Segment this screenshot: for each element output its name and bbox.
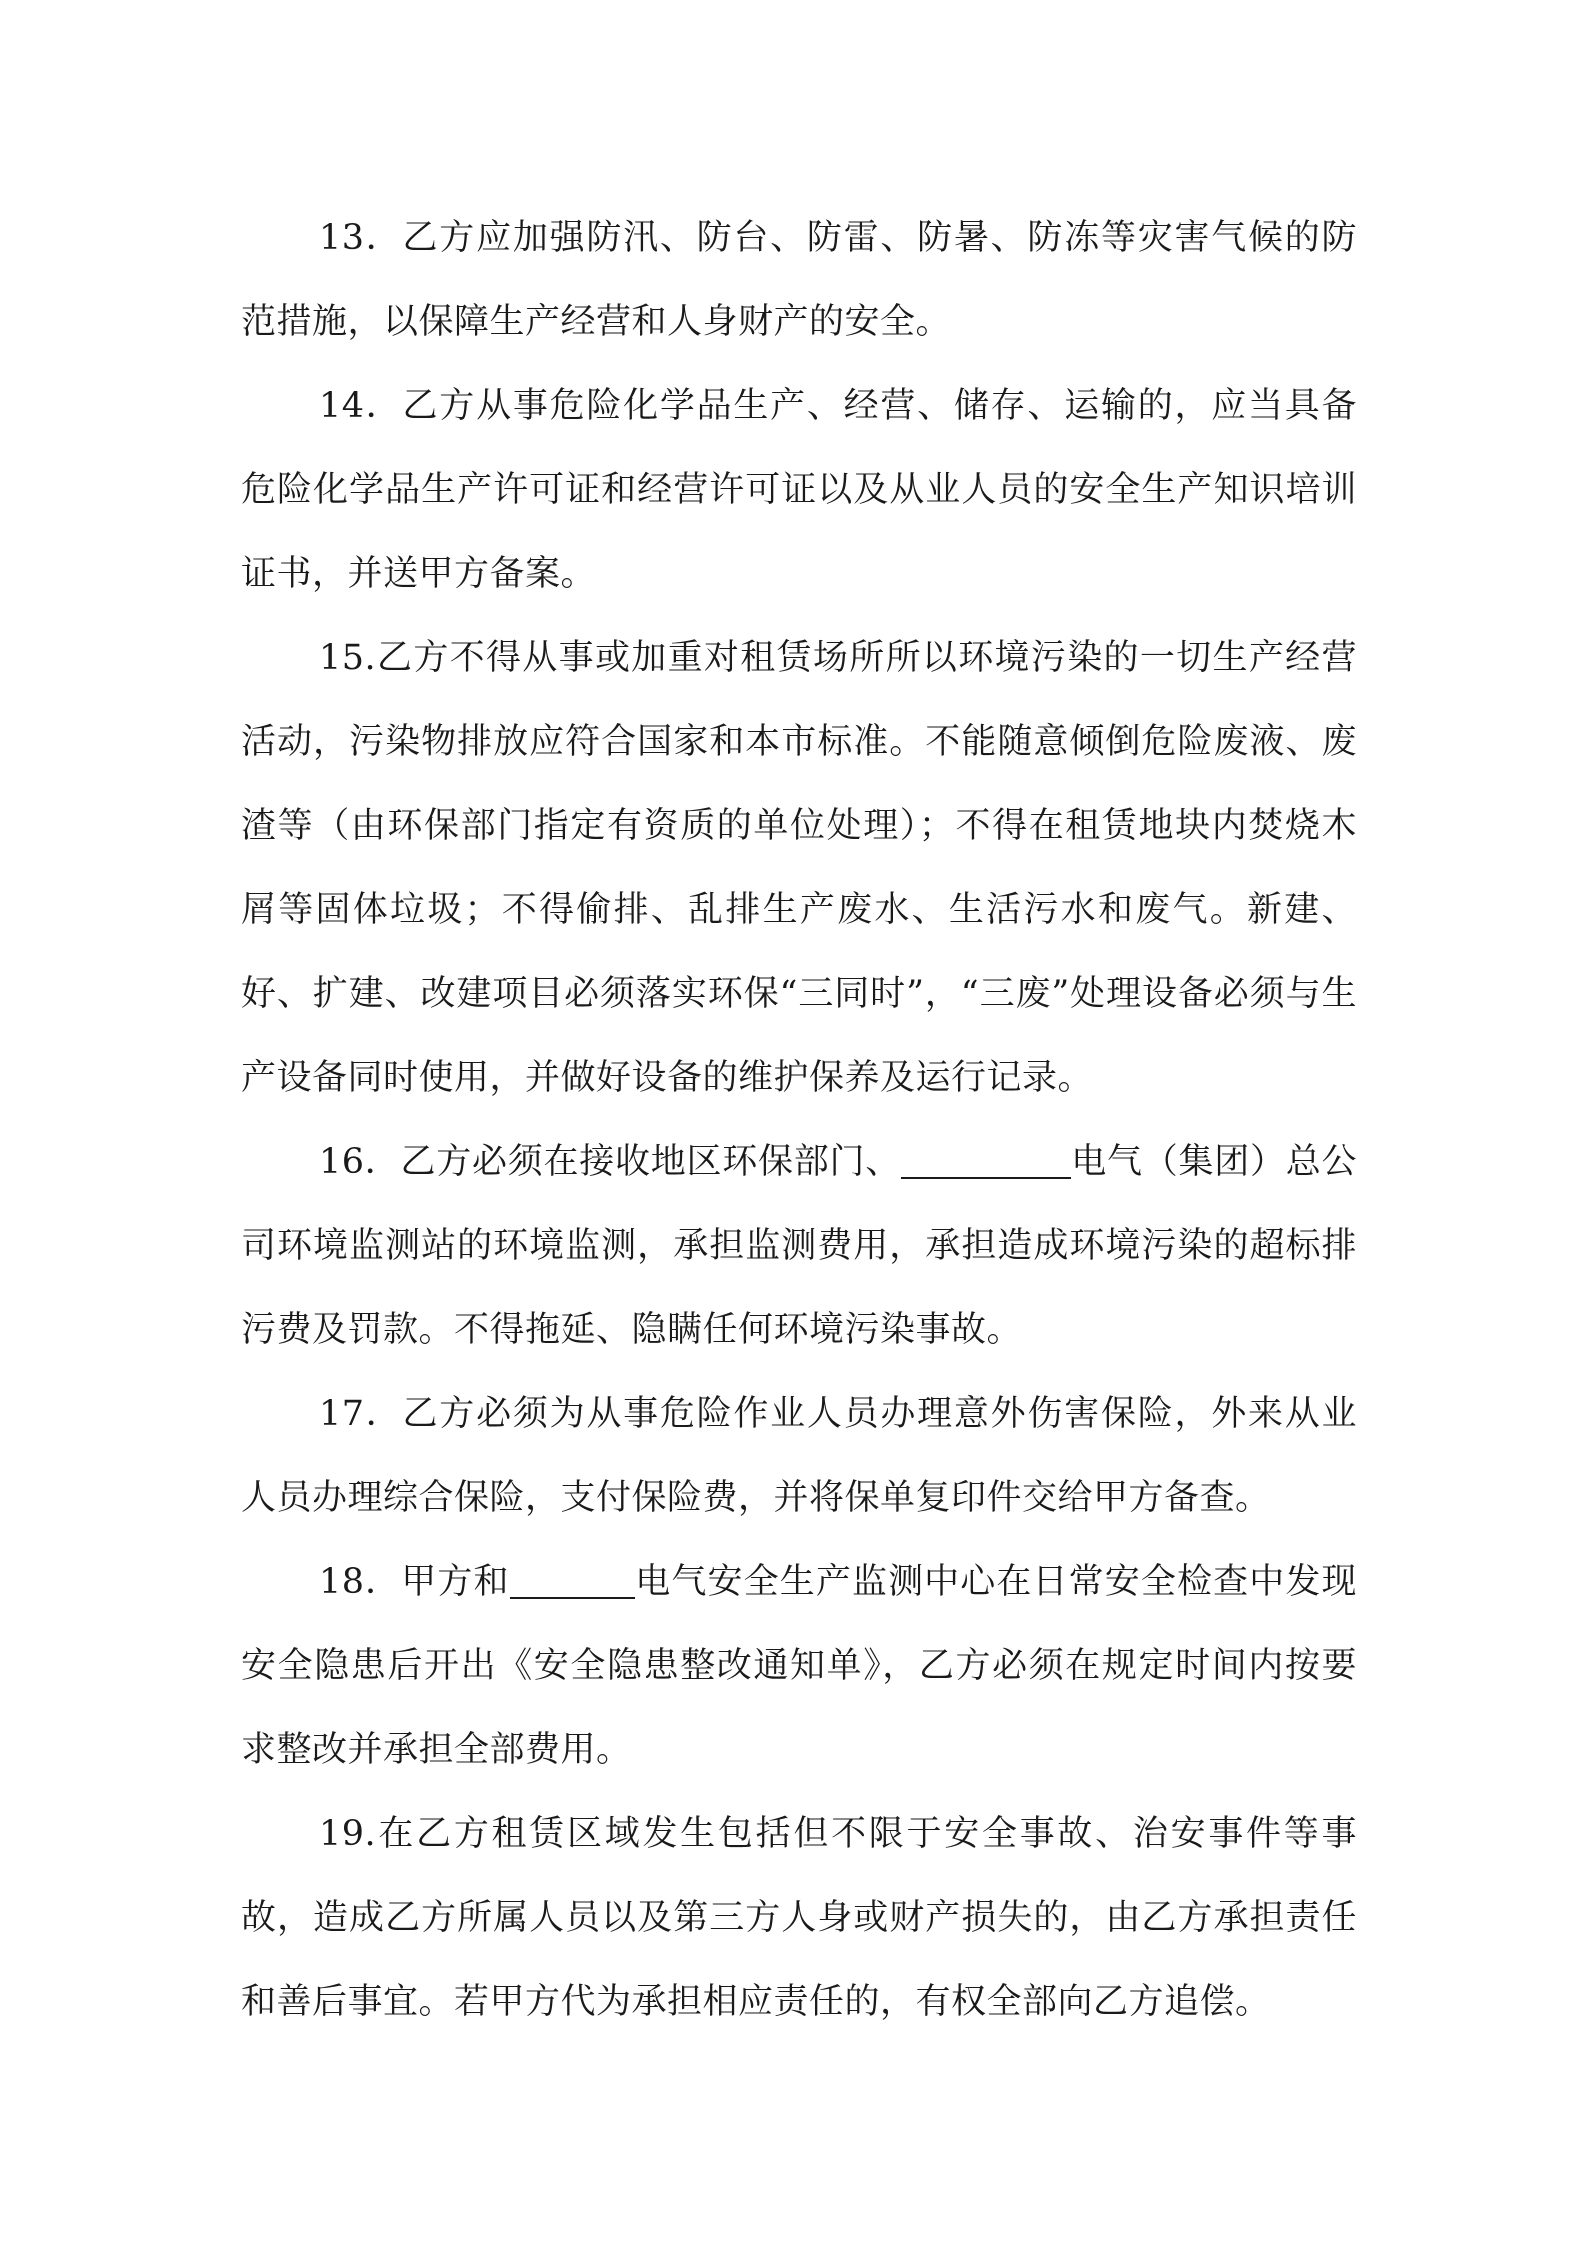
blank-line <box>510 1561 635 1599</box>
clause-16 <box>241 1120 1357 1372</box>
clause-19: 19.在乙方租赁区域发生包括但不限于安全事故、治安事件等事故，造成乙方所属人员以及第三方人身或财产损失的，由乙方承担责任和善后事宜。若甲方代为承担相应责任的，有权全部向乙方追偿。 <box>241 1814 1357 2022</box>
clause-17: 17．乙方必须为从事危险作业人员办理意外伤害保险，外来从业人员办理综合保险，支付保险费，并将保单复印件交给甲方备查。 <box>241 1394 1357 1518</box>
clause-18 <box>241 1540 1357 1792</box>
clause-18-text-after: 电气安全生产监测中心在日常安全检查中发现安全隐患后开出《安全隐患整改通知单》，乙方必须在规定时间内按要求整改并承担全部费用。 <box>241 1562 1357 1770</box>
clause-15: 15.乙方不得从事或加重对租赁场所所以环境污染的一切生产经营活动，污染物排放应符合国家和本市标准。不能随意倾倒危险废液、废渣等（由环保部门指定有资质的单位处理）；不得在租赁地块内焚烧木屑等固体垃圾；不得偷排、乱排生产废水、生活污水和废气。新建、好、扩建、改建项目必须落实环保“三同时”，“三废”处理设备必须与生产设备同时使用，并做好设备的维护保养及运行记录。 <box>241 638 1357 1098</box>
clause-16-text-after: 电气（集团）总公司环境监测站的环境监测，承担监测费用，承担造成环境污染的超标排污费及罚款。不得拖延、隐瞒任何环境污染事故。 <box>241 1142 1357 1350</box>
contract-clauses <box>241 196 1357 2044</box>
clause-13: 13．乙方应加强防汛、防台、防雷、防暑、防冻等灾害气候的防范措施，以保障生产经营和人身财产的安全。 <box>241 218 1357 342</box>
clause-18-text-before: 18．甲方和 <box>319 1562 510 1602</box>
clause-16-text-before: 16．乙方必须在接收地区环保部门、 <box>319 1142 901 1182</box>
clause-14: 14．乙方从事危险化学品生产、经营、储存、运输的，应当具备危险化学品生产许可证和经营许可证以及从业人员的安全生产知识培训证书，并送甲方备案。 <box>241 386 1357 594</box>
blank-line <box>901 1141 1071 1179</box>
